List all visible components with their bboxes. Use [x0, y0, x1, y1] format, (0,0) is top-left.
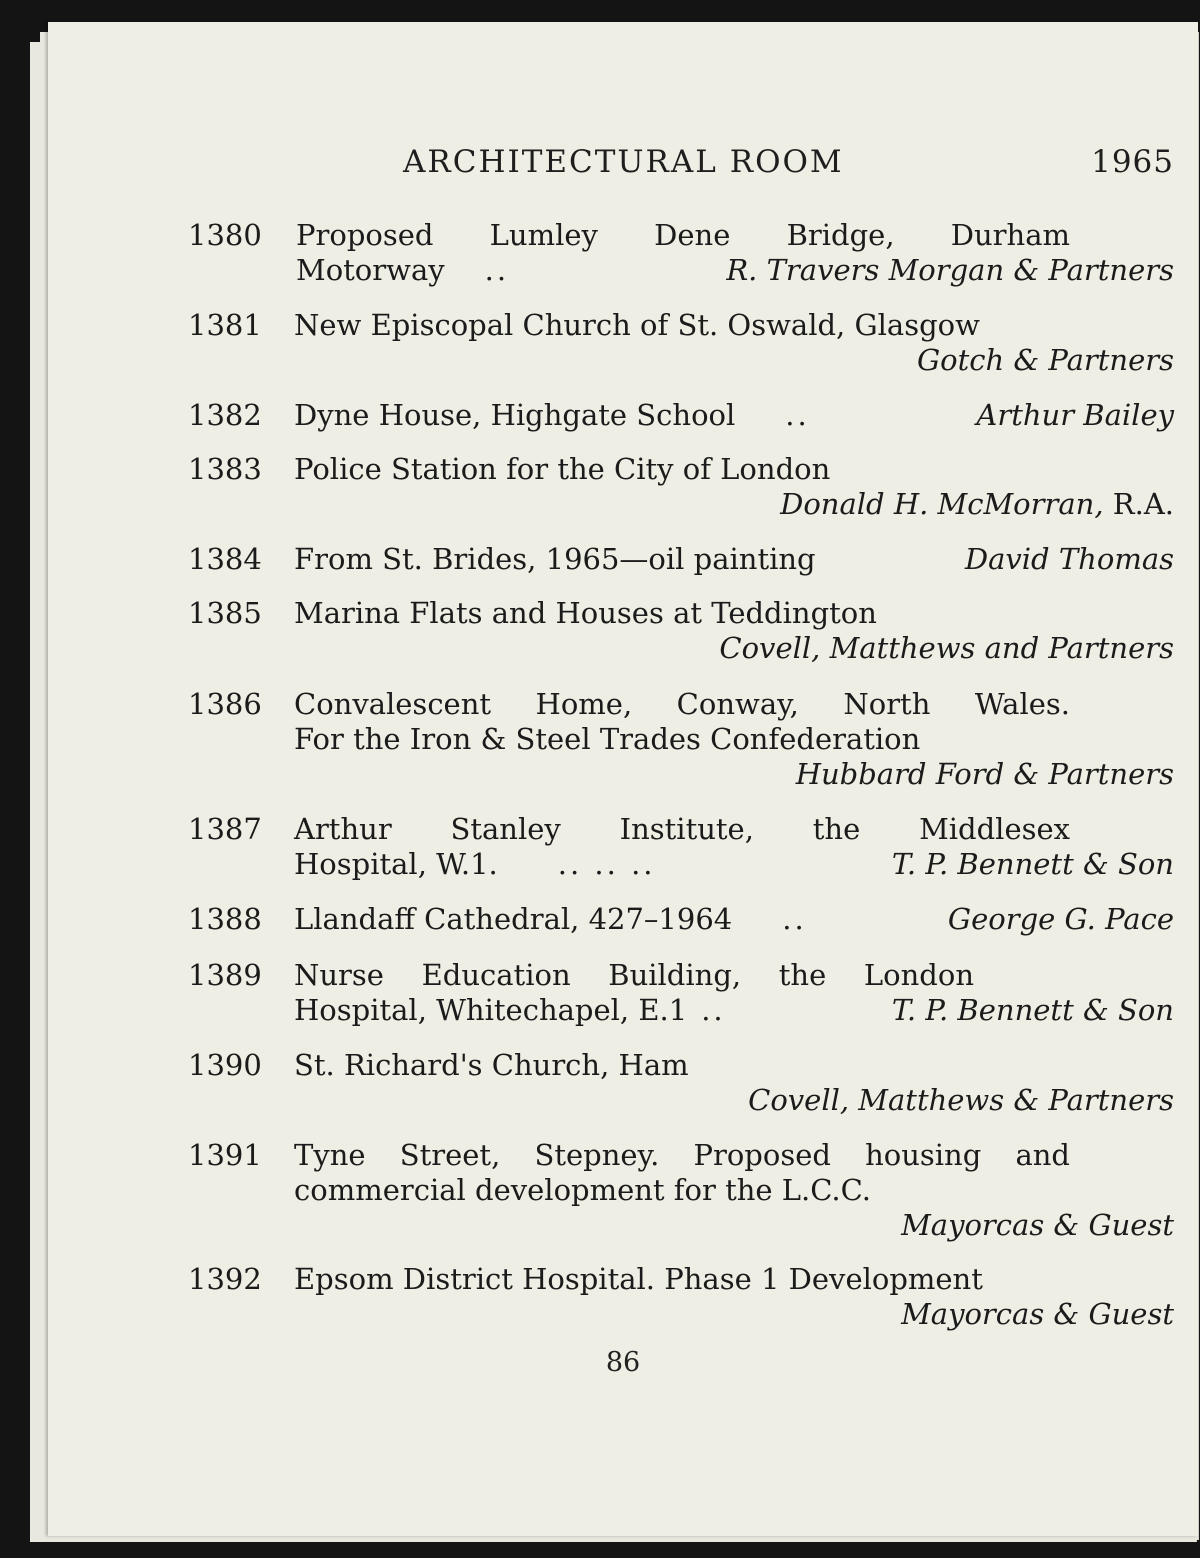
header-year: 1965 — [1091, 144, 1174, 180]
entry-title-continued: Hospital, W.1. — [294, 847, 498, 881]
leader-dots: .. — [484, 253, 510, 287]
catalogue-page — [48, 22, 1198, 1536]
leader-dots: .. — [701, 993, 726, 1027]
entry-title: Police Station for the City of London — [294, 452, 831, 486]
entry-title: Llandaff Cathedral, 427–1964 — [294, 902, 733, 936]
entry-number: 1388 — [188, 902, 262, 936]
entry-architect: Donald H. McMorran, — [780, 487, 1104, 521]
entry-title: Proposed Lumley Dene Bridge, Durham — [296, 218, 1070, 252]
entry-title-continued: Motorway — [296, 253, 445, 287]
entry-architect: Gotch & Partners — [916, 343, 1174, 377]
entry-number: 1392 — [188, 1262, 262, 1296]
entry-title-continued: Hospital, Whitechapel, E.1 — [294, 993, 688, 1027]
entry-number: 1390 — [188, 1048, 262, 1082]
entry-title: St. Richard's Church, Ham — [294, 1048, 689, 1082]
entry-architect: T. P. Bennett & Son — [891, 847, 1174, 881]
entry-title: Convalescent Home, Conway, North Wales. — [294, 687, 1070, 721]
entry-architect: Arthur Bailey — [976, 398, 1174, 432]
running-header — [48, 144, 1174, 188]
entry-number: 1380 — [188, 218, 262, 252]
entry-architect: Mayorcas & Guest — [901, 1208, 1174, 1242]
entry-architect: Covell, Matthews and Partners — [719, 631, 1174, 665]
page-number: 86 — [605, 1347, 641, 1378]
entry-title-continued: For the Iron & Steel Trades Confederation — [294, 722, 921, 756]
entry-architect: Hubbard Ford & Partners — [795, 757, 1174, 791]
leader-dots: .. — [785, 398, 810, 432]
entry-number: 1384 — [188, 542, 262, 576]
entry-number: 1387 — [188, 812, 262, 846]
header-title: ARCHITECTURAL ROOM — [403, 144, 844, 180]
entry-number: 1391 — [188, 1138, 262, 1172]
entry-title: Nurse Education Building, the London — [294, 958, 974, 992]
entry-architect: R. Travers Morgan & Partners — [726, 253, 1174, 287]
entry-architect: T. P. Bennett & Son — [891, 993, 1174, 1027]
entry-title: Dyne House, Highgate School — [294, 398, 736, 432]
entry-architect: Mayorcas & Guest — [901, 1297, 1174, 1331]
entry-title: New Episcopal Church of St. Oswald, Glasgow — [294, 308, 980, 342]
entry-number: 1381 — [188, 308, 262, 342]
entry-architect: Covell, Matthews & Partners — [748, 1083, 1174, 1117]
entry-title-continued: commercial development for the L.C.C. — [294, 1173, 872, 1207]
leader-dots: .. — [782, 902, 807, 936]
entry-architect: George G. Pace — [947, 902, 1174, 936]
entry-number: 1389 — [188, 958, 262, 992]
entry-number: 1382 — [188, 398, 262, 432]
entry-title: Marina Flats and Houses at Teddington — [294, 596, 877, 630]
entry-title: Arthur Stanley Institute, the Middlesex — [294, 812, 1070, 846]
entry-number: 1386 — [188, 687, 262, 721]
entry-title: Epsom District Hospital. Phase 1 Development — [294, 1262, 983, 1296]
entry-number: 1385 — [188, 596, 262, 630]
architect-suffix: R.A. — [1112, 487, 1174, 521]
entry-architect: David Thomas — [964, 542, 1174, 576]
entry-number: 1383 — [188, 452, 262, 486]
entry-title: From St. Brides, 1965—oil painting — [294, 542, 816, 576]
entry-title: Tyne Street, Stepney. Proposed housing and — [294, 1138, 1070, 1172]
leader-dots: .. .. .. — [557, 847, 656, 881]
